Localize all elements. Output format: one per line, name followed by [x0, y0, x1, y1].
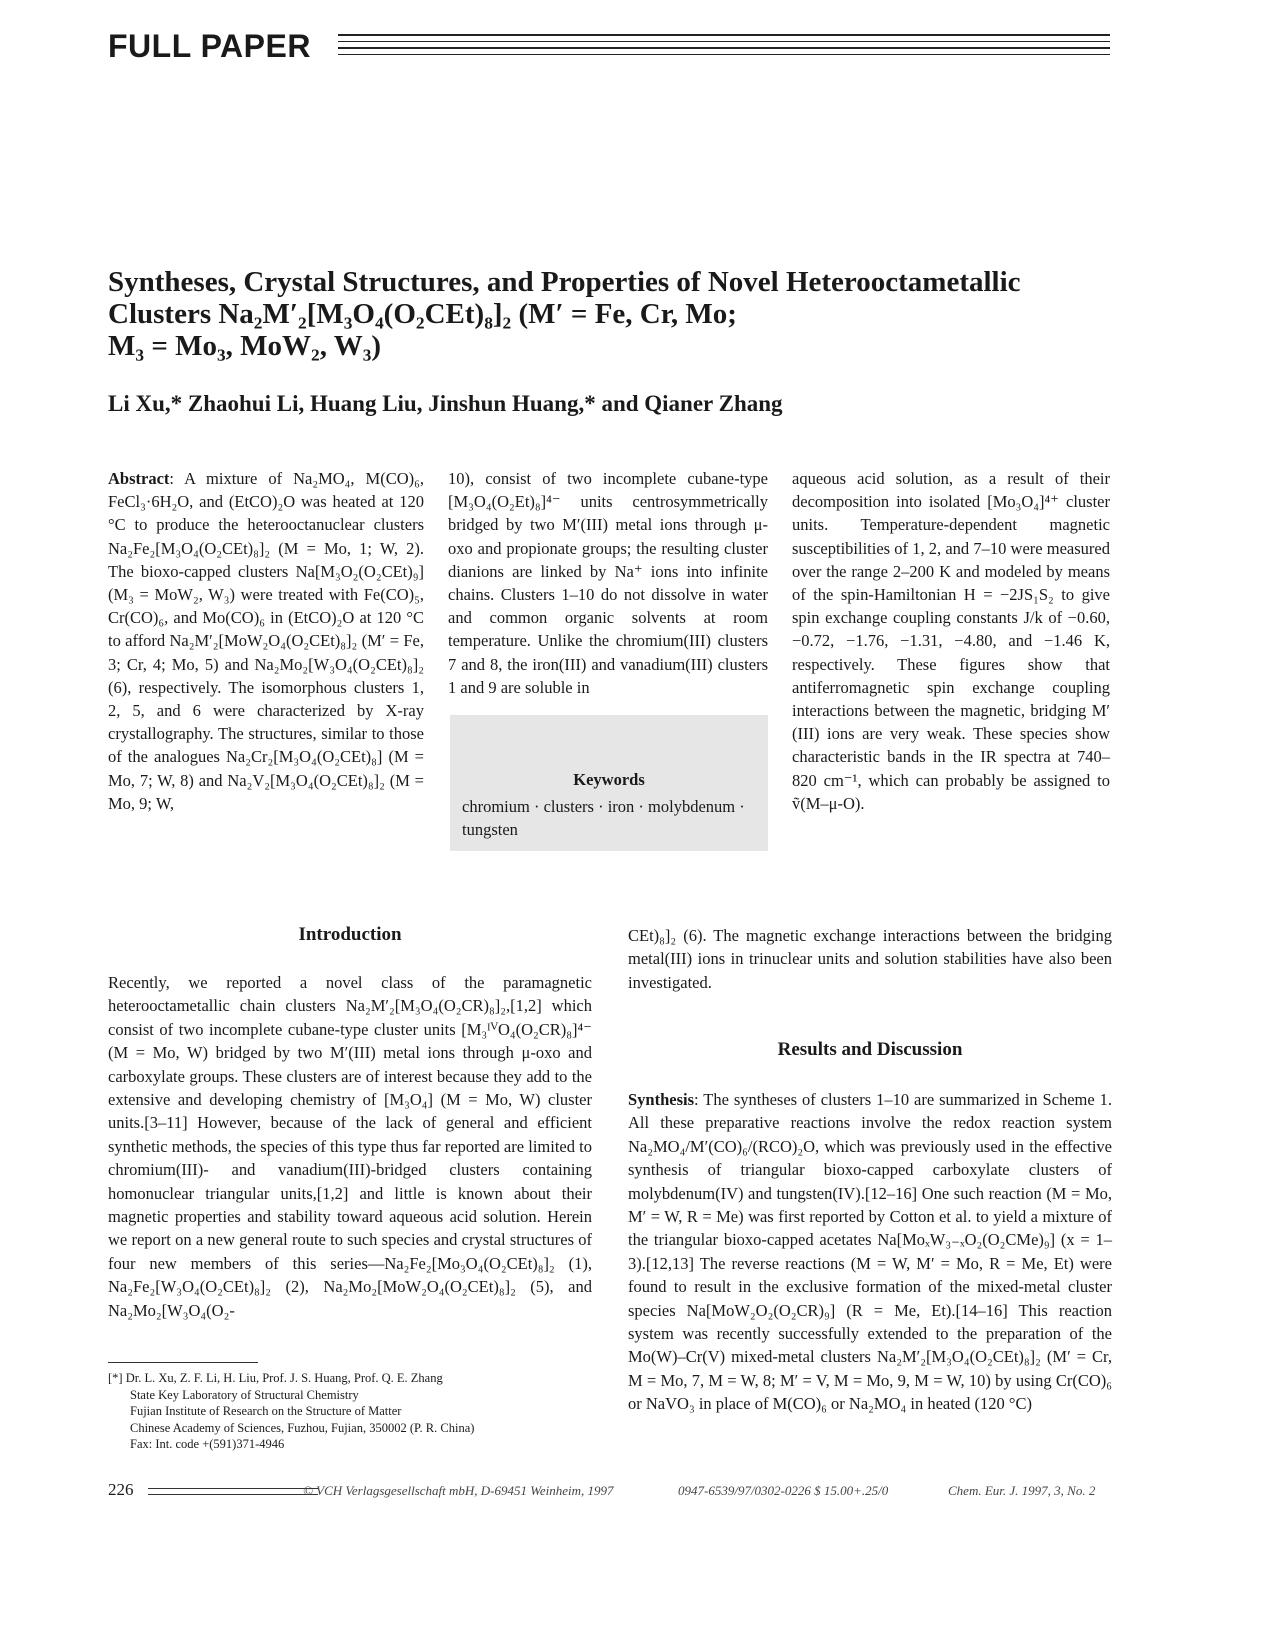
page-footer — [108, 1480, 1114, 1504]
header-rule — [338, 34, 1110, 36]
introduction-heading: Introduction — [298, 924, 402, 945]
synthesis-text: : The syntheses of clusters 1–10 are summarized in Scheme 1. All these preparative reactions involve the redox reaction system Na₂MO₄/M′(CO)₆/(RCO)₂O, which was previously used in the effective synthesis of triangular bioxo-capped carboxylate clusters of molybdenum(IV) and tungsten(IV).[12–16] One such reaction (M = Mo, M′ = W, R = Me) was first reported by Cotton et al. to yield a mixture of the triangular bioxo-capped acetates Na[MoₓW₃₋ₓO₂(O₂CMe)₉] (x = 1–3).[12,13] The reverse reactions (M = W, M′ = Mo, R = Me, Et) were found to result in the exclusive formation of the mixed-metal cluster species Na[MoW₂O₂(O₂CR)₉] (R = Me, Et).[14–16] This reaction system was recently successfully extended to the preparation of the Mo(W)–Cr(V) mixed-metal clusters Na₂M′₂[M₃O₄(O₂CEt)₈]₂ (M′ = Cr, M = Mo, 7, M = W, 8; M′ = V, M = Mo, 9, M = W, 10) by using Cr(CO)₆ or NaVO₃ in place of M(CO)₆ or Na₂MO₄ in heated (120 °C) — [628, 1090, 1112, 1414]
footnote-line: Fax: Int. code +(591)371-4946 — [130, 1437, 285, 1451]
abstract-text-1: : A mixture of Na₂MO₄, M(CO)₆, FeCl₃·6H₂O, and (EtCO)₂O was heated at 120 °C to produce the heterooctanuclear clusters Na₂Fe₂[M₃O₄(O₂CEt)₈]₂ (M = Mo, 1; W, 2). The bioxo-capped clusters Na[M₃O₂(O₂CEt)₉] (M₃ = MoW₂, W₃) were treated with Fe(CO)₅, Cr(CO)₆, and Mo(CO)₆ in (EtCO)₂O at 120 °C to afford Na₂M′₂[MoW₂O₄(O₂CEt)₈]₂ (M′ = Fe, 3; Cr, 4; Mo, 5) and Na₂Mo₂[W₃O₄(O₂CEt)₈]₂ (6), respectively. The isomorphous clusters 1, 2, 5, and 6 were characterized by X-ray crystallography. The structures, similar to those of the analogues Na₂Cr₂[M₃O₄(O₂CEt)₈] (M = Mo, 7; W, 8) and Na₂V₂[M₃O₄(O₂CEt)₈]₂ (M = Mo, 9; W, — [108, 469, 424, 813]
header-decorative-rules — [338, 34, 1110, 60]
abstract-label: Abstract — [108, 469, 170, 488]
issn-line: 0947-6539/97/0302-0226 $ 15.00+.25/0 — [678, 1483, 889, 1498]
abstract-column-1 — [108, 467, 424, 815]
footer-rule — [148, 1488, 318, 1489]
publisher-line: © VCH Verlagsgesellschaft mbH, D-69451 Weinheim, 1997 — [303, 1483, 614, 1498]
abstract-column-3 — [792, 467, 1110, 815]
header-rule — [338, 41, 1110, 43]
author-list: Li Xu,* Zhaohui Li, Huang Liu, Jinshun Huang,* and Qianer Zhang — [108, 391, 783, 416]
title-line-2: Clusters Na₂M′₂[M₃O₄(O₂CEt)₈]₂ (M′ = Fe, Cr, Mo; — [108, 298, 737, 330]
header-rule — [338, 47, 1110, 49]
title-line-1: Syntheses, Crystal Structures, and Properties of Novel Heterooctametallic — [108, 266, 1021, 298]
footnote-line: [*] Dr. L. Xu, Z. F. Li, H. Liu, Prof. J. S. Huang, Prof. Q. E. Zhang — [108, 1371, 443, 1385]
keywords-box — [450, 715, 768, 851]
journal-citation: Chem. Eur. J. 1997, 3, No. 2 — [948, 1483, 1096, 1498]
header-rule — [338, 54, 1110, 56]
abstract-text-3: aqueous acid solution, as a result of their decomposition into isolated [Mo₃O₄]⁴⁺ cluster units. Temperature-dependent magnetic susceptibilities of 1, 2, and 7–10 were measured over the range 2–200 K and modeled by means of the spin-Hamiltonian H = −2JS₁S₂ to give spin exchange coupling constants J/k of −0.60, −0.72, −1.76, −1.31, −4.80, and −1.46 K, respectively. These figures show that antiferromagnetic spin exchange coupling interactions between the magnetic, bridging M′(III) ions are very weak. These species show characteristic bands in the IR spectra at 740–820 cm⁻¹, which can probably be assigned to ṽ(M–μ-O). — [792, 469, 1110, 813]
footnote-rule — [108, 1362, 258, 1363]
results-heading: Results and Discussion — [777, 1039, 963, 1060]
footnote-line: Chinese Academy of Sciences, Fuzhou, Fujian, 350002 (P. R. China) — [130, 1420, 475, 1435]
paper-title — [108, 266, 1168, 362]
results-text — [628, 1088, 1112, 1416]
introduction-text: Recently, we reported a novel class of the paramagnetic heterooctametallic chain clusters Na₂M′₂[M₃O₄(O₂CR)₈]₂,[1,2] which consist of two incomplete cubane-type cluster units [M₃ᴵⱽO₄(O₂CR)₈]⁴⁻ (M = Mo, W) bridged by two M′(III) metal ions through μ-oxo and carboxylate groups. These clusters are of interest because they add to the extensive and developing chemistry of [M₃O₄] (M = Mo, W) cluster units.[3–11] However, because of the lack of general and efficient synthetic methods, the species of this type thus far reported are limited to chromium(III)- and vanadium(III)-bridged clusters containing homonuclear triangular units,[1,2] and little is known about their magnetic properties and stability toward aqueous acid solution. Herein we report on a new general route to such species and crystal structures of four new members of this series—Na₂Fe₂[Mo₃O₄(O₂CEt)₈]₂ (1), Na₂Fe₂[W₃O₄(O₂CEt)₈]₂ (2), Na₂Mo₂[MoW₂O₄(O₂CEt)₈]₂ (5), and Na₂Mo₂[W₃O₄(O₂- — [108, 973, 592, 1320]
title-line-3: M₃ = Mo₃, MoW₂, W₃) — [108, 330, 382, 362]
footnote-line: State Key Laboratory of Structural Chemistry — [130, 1387, 359, 1402]
footer-rule — [148, 1494, 318, 1495]
abstract-text-2: 10), consist of two incomplete cubane-type [M₃O₄(O₂Et)₈]⁴⁻ units centrosymmetrically bridged by two M′(III) metal ions through μ-oxo and propionate groups; the resulting cluster dianions are linked by Na⁺ ions into infinite chains. Clusters 1–10 do not dissolve in water and common organic solvents at room temperature. Unlike the chromium(III) clusters 7 and 8, the iron(III) and vanadium(III) clusters 1 and 9 are soluble in — [448, 469, 768, 697]
footnote-line: Fujian Institute of Research on the Structure of Matter — [130, 1404, 402, 1418]
running-header-label: FULL PAPER — [108, 28, 311, 64]
introduction-continuation: CEt)₈]₂ (6). The magnetic exchange interactions between the bridging metal(III) ions in trinuclear units and solution stabilities have also been investigated. — [628, 926, 1112, 992]
synthesis-label: Synthesis — [628, 1090, 695, 1109]
abstract-column-2 — [448, 467, 768, 699]
keywords-heading: Keywords — [573, 770, 645, 789]
author-affiliation-footnote — [108, 1370, 592, 1453]
page-number: 226 — [108, 1480, 134, 1499]
keywords-list: chromium · clusters · iron · molybdenum · tungsten — [462, 797, 745, 839]
